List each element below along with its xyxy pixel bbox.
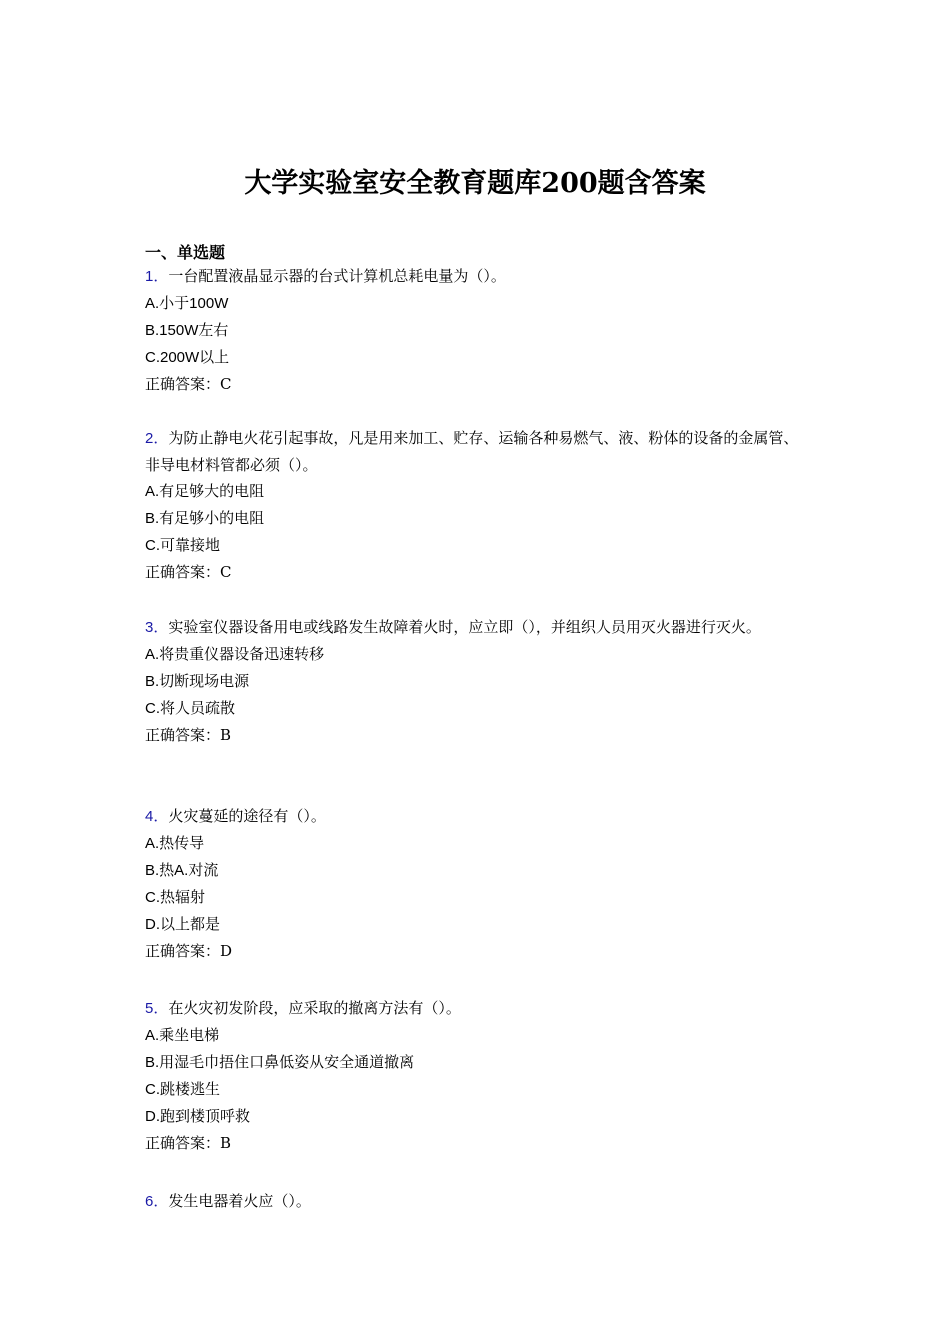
question-number: 5． (145, 1000, 169, 1017)
correct-answer: 正确答案：C (145, 563, 232, 581)
option-d: D.跑到楼顶呼救 (145, 1108, 251, 1125)
correct-answer: 正确答案：D (145, 942, 233, 960)
option-c: C.热辐射 (145, 889, 206, 906)
question-3 (145, 614, 810, 749)
option-a: A.乘坐电梯 (145, 1027, 220, 1044)
option-a: A.将贵重仪器设备迅速转移 (145, 646, 325, 663)
question-stem (145, 425, 810, 478)
question-number: 6． (145, 1193, 169, 1210)
option-c: C.将人员疏散 (145, 700, 236, 717)
option-d: D.以上都是 (145, 916, 221, 933)
option-b: B.热A.对流 (145, 862, 219, 879)
question-text: 在火灾初发阶段，应采取的撤离方法有（）。 (168, 999, 461, 1017)
question-number: 3． (145, 619, 169, 636)
question-1 (145, 263, 810, 398)
option-b: B.有足够小的电阻 (145, 510, 265, 527)
question-text: 火灾蔓延的途径有（）。 (168, 807, 326, 825)
correct-answer: 正确答案：C (145, 375, 232, 393)
question-number: 1． (145, 268, 169, 285)
correct-answer: 正确答案：B (145, 726, 232, 744)
question-stem (145, 803, 810, 830)
option-b: B.150W左右 (145, 322, 229, 339)
question-6 (145, 1188, 810, 1215)
question-5 (145, 995, 810, 1157)
question-2 (145, 425, 810, 586)
section-heading: 一、单选题 (145, 243, 226, 262)
question-stem (145, 1188, 810, 1215)
question-stem (145, 995, 810, 1022)
option-b: B.切断现场电源 (145, 673, 250, 690)
question-4 (145, 803, 810, 965)
question-text: 为防止静电火花引起事故，凡是用来加工、贮存、运输各种易燃气、液、粉体的设备的金属管、非导电材料管都必须（）。 (145, 429, 799, 474)
option-a: A.有足够大的电阻 (145, 483, 265, 500)
correct-answer: 正确答案：B (145, 1134, 232, 1152)
question-number: 2． (145, 430, 169, 447)
question-text: 一台配置液晶显示器的台式计算机总耗电量为（）。 (168, 267, 506, 285)
question-stem (145, 263, 810, 290)
question-text: 实验室仪器设备用电或线路发生故障着火时，应立即（），并组织人员用灭火器进行灭火。 (168, 618, 761, 636)
option-c: C.200W以上 (145, 349, 230, 366)
option-c: C.可靠接地 (145, 537, 221, 554)
option-a: A.热传导 (145, 835, 205, 852)
question-stem (145, 614, 810, 641)
question-text: 发生电器着火应（）。 (168, 1192, 311, 1210)
option-c: C.跳楼逃生 (145, 1081, 221, 1098)
option-a: A.小于100W (145, 295, 229, 312)
question-number: 4． (145, 808, 169, 825)
option-b: B.用湿毛巾捂住口鼻低姿从安全通道撤离 (145, 1054, 415, 1071)
document-title: 大学实验室安全教育题库200题含答案 (244, 168, 706, 199)
